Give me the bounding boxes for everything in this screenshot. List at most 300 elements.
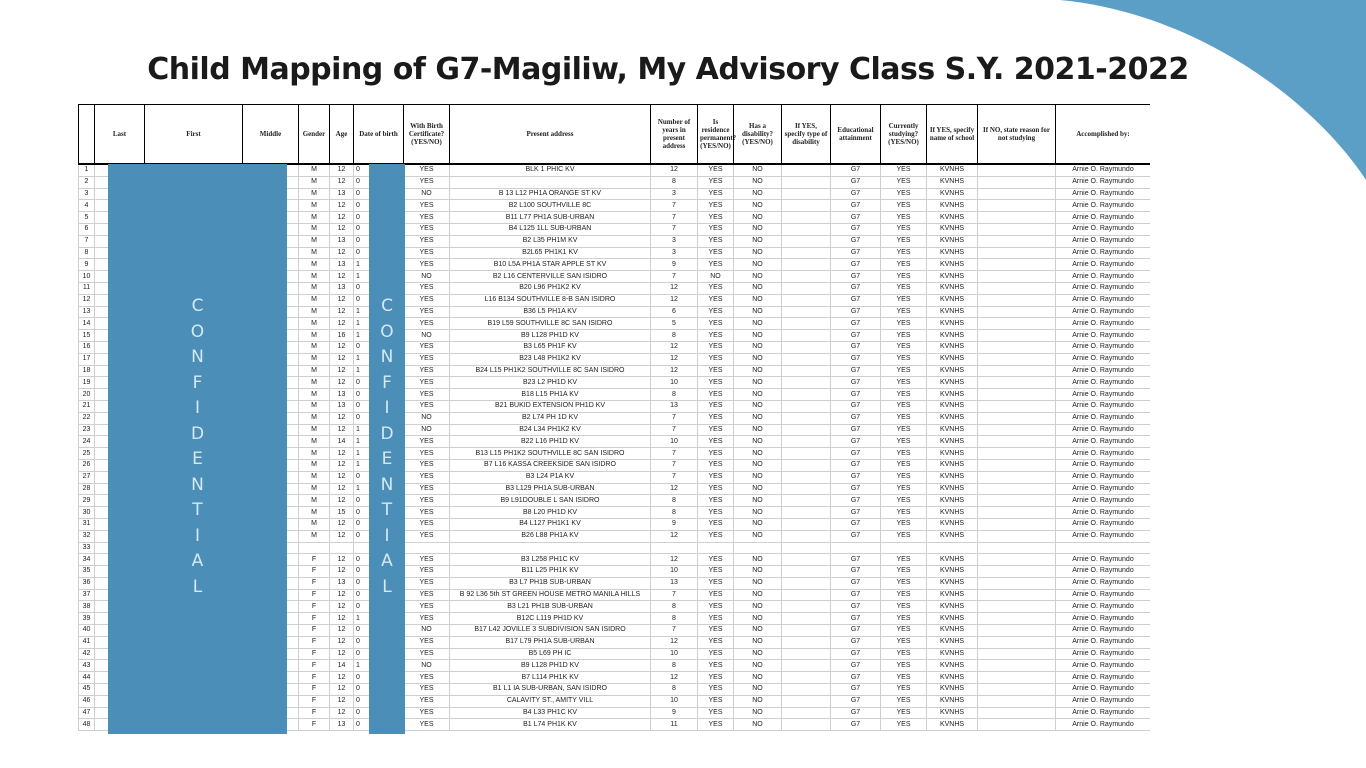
cell-school: KVNHS — [927, 566, 978, 578]
cell-permanent: YES — [698, 672, 734, 684]
cell-education: G7 — [831, 459, 881, 471]
cell-accomplished-by: Arnie O. Raymundo — [1056, 176, 1151, 188]
cell-years: 7 — [651, 424, 698, 436]
cell-studying: YES — [881, 518, 927, 530]
cell-disability: NO — [734, 176, 782, 188]
cell-gender: M — [299, 483, 330, 495]
cell-school: KVNHS — [927, 164, 978, 176]
cell-birth-cert: YES — [404, 471, 450, 483]
cell-age: 12 — [330, 636, 354, 648]
cell-gender: M — [299, 448, 330, 460]
cell-birth-cert: YES — [404, 459, 450, 471]
cell-row-number: 21 — [79, 400, 95, 412]
cell-school: KVNHS — [927, 377, 978, 389]
cell-gender: F — [299, 566, 330, 578]
cell-disability: NO — [734, 507, 782, 519]
cell-school: KVNHS — [927, 448, 978, 460]
cell-reason — [978, 212, 1056, 224]
cell-permanent: YES — [698, 259, 734, 271]
col-header-first: First — [145, 105, 243, 165]
cell-years: 10 — [651, 648, 698, 660]
cell-school: KVNHS — [927, 589, 978, 601]
cell-row-number: 8 — [79, 247, 95, 259]
cell-education: G7 — [831, 164, 881, 176]
cell-disability: NO — [734, 235, 782, 247]
cell-address: B17 L42 JOVILLE 3 SUBDIVISION SAN ISIDRO — [450, 625, 651, 637]
cell-years: 7 — [651, 223, 698, 235]
cell-gender: M — [299, 507, 330, 519]
dob-part-start: 0 — [356, 402, 360, 410]
cell-permanent: YES — [698, 318, 734, 330]
cell-disability-type — [782, 613, 831, 625]
cell-studying — [881, 542, 927, 554]
cell-studying: YES — [881, 483, 927, 495]
cell-reason — [978, 365, 1056, 377]
confidential-letter: A — [381, 551, 393, 571]
cell-studying: YES — [881, 436, 927, 448]
cell-disability-type — [782, 684, 831, 696]
cell-disability-type — [782, 672, 831, 684]
cell-reason — [978, 695, 1056, 707]
cell-studying: YES — [881, 212, 927, 224]
cell-address: B19 L59 SOUTHVILLE 8C SAN ISIDRO — [450, 318, 651, 330]
cell-disability: NO — [734, 424, 782, 436]
cell-reason — [978, 223, 1056, 235]
cell-school: KVNHS — [927, 672, 978, 684]
cell-permanent: YES — [698, 707, 734, 719]
cell-address: B1 L1 IA SUB-URBAN, SAN ISIDRO — [450, 684, 651, 696]
cell-age: 12 — [330, 164, 354, 176]
cell-years: 8 — [651, 507, 698, 519]
cell-accomplished-by: Arnie O. Raymundo — [1056, 554, 1151, 566]
cell-education: G7 — [831, 684, 881, 696]
cell-years: 8 — [651, 660, 698, 672]
cell-age — [330, 542, 354, 554]
cell-studying: YES — [881, 353, 927, 365]
cell-age: 12 — [330, 294, 354, 306]
cell-disability-type — [782, 518, 831, 530]
cell-row-number: 38 — [79, 601, 95, 613]
cell-disability: NO — [734, 601, 782, 613]
cell-age: 13 — [330, 577, 354, 589]
cell-reason — [978, 660, 1056, 672]
cell-address: B11 L77 PH1A SUB-URBAN — [450, 212, 651, 224]
col-header-years: Number of years in present address — [651, 105, 698, 165]
cell-school: KVNHS — [927, 660, 978, 672]
cell-birth-cert: YES — [404, 247, 450, 259]
confidential-letter: C — [381, 296, 393, 316]
cell-reason — [978, 412, 1056, 424]
cell-permanent: YES — [698, 436, 734, 448]
dob-part-start: 0 — [356, 697, 360, 705]
cell-studying: YES — [881, 471, 927, 483]
cell-reason — [978, 389, 1056, 401]
cell-permanent: YES — [698, 412, 734, 424]
cell-disability: NO — [734, 400, 782, 412]
cell-disability-type — [782, 389, 831, 401]
cell-row-number: 29 — [79, 495, 95, 507]
cell-accomplished-by: Arnie O. Raymundo — [1056, 365, 1151, 377]
cell-school: KVNHS — [927, 554, 978, 566]
cell-age: 12 — [330, 483, 354, 495]
cell-disability-type — [782, 188, 831, 200]
cell-gender: M — [299, 259, 330, 271]
cell-reason — [978, 318, 1056, 330]
cell-school — [927, 542, 978, 554]
cell-gender: F — [299, 648, 330, 660]
dob-part-start: 0 — [356, 296, 360, 304]
cell-accomplished-by: Arnie O. Raymundo — [1056, 507, 1151, 519]
cell-education: G7 — [831, 247, 881, 259]
cell-reason — [978, 459, 1056, 471]
dob-part-start: 0 — [356, 520, 360, 528]
cell-address: B17 L79 PH1A SUB-URBAN — [450, 636, 651, 648]
cell-accomplished-by: Arnie O. Raymundo — [1056, 188, 1151, 200]
cell-row-number: 43 — [79, 660, 95, 672]
cell-disability-type — [782, 507, 831, 519]
col-header-address: Present address — [450, 105, 651, 165]
cell-accomplished-by: Arnie O. Raymundo — [1056, 566, 1151, 578]
cell-address: B13 L15 PH1K2 SOUTHVILLE 8C SAN ISIDRO — [450, 448, 651, 460]
cell-age: 16 — [330, 330, 354, 342]
cell-studying: YES — [881, 636, 927, 648]
cell-disability-type — [782, 318, 831, 330]
cell-birth-cert: YES — [404, 672, 450, 684]
cell-age: 12 — [330, 495, 354, 507]
cell-years: 9 — [651, 518, 698, 530]
cell-school: KVNHS — [927, 353, 978, 365]
cell-reason — [978, 176, 1056, 188]
cell-gender: M — [299, 530, 330, 542]
cell-address: B24 L15 PH1K2 SOUTHVILLE 8C SAN ISIDRO — [450, 365, 651, 377]
cell-years: 11 — [651, 719, 698, 731]
cell-gender: M — [299, 294, 330, 306]
cell-permanent: YES — [698, 566, 734, 578]
cell-education: G7 — [831, 176, 881, 188]
dob-part-start: 1 — [356, 366, 360, 374]
cell-accomplished-by: Arnie O. Raymundo — [1056, 471, 1151, 483]
cell-accomplished-by: Arnie O. Raymundo — [1056, 577, 1151, 589]
cell-studying: YES — [881, 719, 927, 731]
cell-school: KVNHS — [927, 719, 978, 731]
cell-address: B12C L119 PH1D KV — [450, 613, 651, 625]
cell-gender: F — [299, 660, 330, 672]
cell-years: 5 — [651, 318, 698, 330]
cell-age: 12 — [330, 200, 354, 212]
cell-row-number: 35 — [79, 566, 95, 578]
cell-accomplished-by — [1056, 542, 1151, 554]
cell-birth-cert — [404, 542, 450, 554]
cell-age: 13 — [330, 719, 354, 731]
confidential-letter: I — [384, 525, 390, 546]
cell-school: KVNHS — [927, 294, 978, 306]
cell-address: B7 L114 PH1K KV — [450, 672, 651, 684]
cell-studying: YES — [881, 318, 927, 330]
cell-birth-cert: YES — [404, 212, 450, 224]
cell-permanent: YES — [698, 459, 734, 471]
cell-reason — [978, 353, 1056, 365]
cell-gender: F — [299, 707, 330, 719]
cell-school: KVNHS — [927, 518, 978, 530]
cell-accomplished-by: Arnie O. Raymundo — [1056, 495, 1151, 507]
cell-age: 14 — [330, 660, 354, 672]
cell-birth-cert: YES — [404, 200, 450, 212]
confidential-letter: N — [380, 474, 394, 495]
cell-accomplished-by: Arnie O. Raymundo — [1056, 235, 1151, 247]
cell-studying: YES — [881, 223, 927, 235]
cell-school: KVNHS — [927, 259, 978, 271]
cell-row-number: 5 — [79, 212, 95, 224]
cell-address: B7 L16 KASSA CREEKSIDE SAN ISIDRO — [450, 459, 651, 471]
confidential-letter: D — [380, 423, 394, 444]
cell-age: 13 — [330, 282, 354, 294]
cell-disability-type — [782, 365, 831, 377]
cell-studying: YES — [881, 530, 927, 542]
cell-disability: NO — [734, 530, 782, 542]
cell-studying: YES — [881, 648, 927, 660]
cell-age: 12 — [330, 707, 354, 719]
cell-address: B9 L128 PH1D KV — [450, 330, 651, 342]
dob-part-start: 0 — [356, 579, 360, 587]
cell-birth-cert: YES — [404, 318, 450, 330]
cell-gender: F — [299, 636, 330, 648]
cell-age: 12 — [330, 684, 354, 696]
cell-studying: YES — [881, 247, 927, 259]
cell-row-number: 46 — [79, 695, 95, 707]
cell-reason — [978, 542, 1056, 554]
cell-disability-type — [782, 566, 831, 578]
cell-row-number: 7 — [79, 235, 95, 247]
confidential-letter: F — [192, 372, 203, 393]
cell-school: KVNHS — [927, 389, 978, 401]
cell-education: G7 — [831, 436, 881, 448]
cell-row-number: 15 — [79, 330, 95, 342]
cell-education: G7 — [831, 719, 881, 731]
dob-part-start: 1 — [356, 425, 360, 433]
cell-gender: F — [299, 589, 330, 601]
cell-row-number: 2 — [79, 176, 95, 188]
cell-gender: M — [299, 389, 330, 401]
cell-years: 12 — [651, 483, 698, 495]
cell-accomplished-by: Arnie O. Raymundo — [1056, 200, 1151, 212]
cell-years: 8 — [651, 176, 698, 188]
cell-reason — [978, 400, 1056, 412]
cell-studying: YES — [881, 176, 927, 188]
cell-address: B11 L25 PH1K KV — [450, 566, 651, 578]
cell-disability-type — [782, 282, 831, 294]
cell-years: 10 — [651, 566, 698, 578]
confidential-letter: I — [194, 398, 200, 418]
cell-gender: F — [299, 695, 330, 707]
cell-studying: YES — [881, 259, 927, 271]
cell-studying: YES — [881, 294, 927, 306]
cell-permanent: YES — [698, 589, 734, 601]
confidential-letters — [108, 294, 287, 600]
page-title: Child Mapping of G7-Magiliw, My Advisory Class S.Y. 2021-2022 — [147, 52, 1189, 87]
cell-permanent: YES — [698, 625, 734, 637]
cell-gender: M — [299, 200, 330, 212]
cell-studying: YES — [881, 330, 927, 342]
cell-gender: M — [299, 412, 330, 424]
cell-age: 12 — [330, 424, 354, 436]
col-header-accomplished-by: Accomplished by: — [1056, 105, 1151, 165]
cell-birth-cert: YES — [404, 259, 450, 271]
cell-disability: NO — [734, 471, 782, 483]
cell-permanent: YES — [698, 188, 734, 200]
cell-reason — [978, 518, 1056, 530]
cell-education — [831, 542, 881, 554]
cell-school: KVNHS — [927, 247, 978, 259]
cell-gender: M — [299, 365, 330, 377]
cell-studying: YES — [881, 271, 927, 283]
cell-birth-cert: YES — [404, 483, 450, 495]
cell-school: KVNHS — [927, 306, 978, 318]
cell-birth-cert: YES — [404, 294, 450, 306]
cell-gender: M — [299, 306, 330, 318]
cell-education: G7 — [831, 625, 881, 637]
cell-gender: M — [299, 436, 330, 448]
cell-age: 12 — [330, 648, 354, 660]
cell-accomplished-by: Arnie O. Raymundo — [1056, 282, 1151, 294]
cell-reason — [978, 282, 1056, 294]
cell-address: B2 L74 PH 1D KV — [450, 412, 651, 424]
cell-gender: F — [299, 613, 330, 625]
cell-studying: YES — [881, 306, 927, 318]
cell-education: G7 — [831, 507, 881, 519]
cell-address: B5 L69 PH IC — [450, 648, 651, 660]
cell-reason — [978, 448, 1056, 460]
cell-studying: YES — [881, 672, 927, 684]
cell-reason — [978, 672, 1056, 684]
cell-age: 12 — [330, 471, 354, 483]
cell-disability-type — [782, 306, 831, 318]
cell-row-number: 27 — [79, 471, 95, 483]
cell-permanent: YES — [698, 648, 734, 660]
cell-disability-type — [782, 436, 831, 448]
cell-accomplished-by: Arnie O. Raymundo — [1056, 613, 1151, 625]
cell-disability: NO — [734, 684, 782, 696]
cell-gender: M — [299, 424, 330, 436]
cell-years: 7 — [651, 448, 698, 460]
cell-disability: NO — [734, 365, 782, 377]
cell-education: G7 — [831, 400, 881, 412]
cell-studying: YES — [881, 566, 927, 578]
cell-gender: M — [299, 377, 330, 389]
cell-row-number: 12 — [79, 294, 95, 306]
cell-education: G7 — [831, 306, 881, 318]
cell-education: G7 — [831, 365, 881, 377]
cell-years: 12 — [651, 530, 698, 542]
cell-row-number: 18 — [79, 365, 95, 377]
cell-accomplished-by: Arnie O. Raymundo — [1056, 377, 1151, 389]
cell-disability: NO — [734, 648, 782, 660]
cell-studying: YES — [881, 424, 927, 436]
cell-accomplished-by: Arnie O. Raymundo — [1056, 589, 1151, 601]
cell-disability: NO — [734, 330, 782, 342]
cell-permanent: YES — [698, 471, 734, 483]
cell-education: G7 — [831, 554, 881, 566]
cell-reason — [978, 507, 1056, 519]
cell-accomplished-by: Arnie O. Raymundo — [1056, 247, 1151, 259]
cell-years — [651, 542, 698, 554]
cell-school: KVNHS — [927, 636, 978, 648]
cell-gender: M — [299, 518, 330, 530]
cell-gender: M — [299, 459, 330, 471]
cell-age: 12 — [330, 672, 354, 684]
cell-accomplished-by: Arnie O. Raymundo — [1056, 601, 1151, 613]
cell-row-number: 45 — [79, 684, 95, 696]
cell-disability-type — [782, 164, 831, 176]
cell-accomplished-by: Arnie O. Raymundo — [1056, 625, 1151, 637]
cell-years: 3 — [651, 247, 698, 259]
cell-years: 3 — [651, 235, 698, 247]
cell-education: G7 — [831, 294, 881, 306]
cell-disability-type — [782, 554, 831, 566]
cell-years: 13 — [651, 577, 698, 589]
dob-part-start: 0 — [356, 602, 360, 610]
cell-permanent: YES — [698, 235, 734, 247]
cell-disability-type — [782, 200, 831, 212]
cell-school: KVNHS — [927, 459, 978, 471]
cell-gender: M — [299, 471, 330, 483]
dob-part-start: 1 — [356, 449, 360, 457]
cell-years: 7 — [651, 412, 698, 424]
dob-part-start: 1 — [356, 272, 360, 280]
cell-gender: M — [299, 495, 330, 507]
cell-age: 13 — [330, 389, 354, 401]
cell-address: B3 L24 P1A KV — [450, 471, 651, 483]
cell-school: KVNHS — [927, 436, 978, 448]
cell-birth-cert: YES — [404, 589, 450, 601]
cell-school: KVNHS — [927, 235, 978, 247]
cell-disability: NO — [734, 318, 782, 330]
cell-address: B23 L2 PH1D KV — [450, 377, 651, 389]
confidential-letter: C — [191, 296, 204, 316]
cell-years: 7 — [651, 471, 698, 483]
cell-education: G7 — [831, 424, 881, 436]
cell-disability-type — [782, 412, 831, 424]
cell-education: G7 — [831, 566, 881, 578]
cell-years: 9 — [651, 259, 698, 271]
cell-disability-type — [782, 648, 831, 660]
dob-part-start: 1 — [356, 319, 360, 327]
cell-row-number: 36 — [79, 577, 95, 589]
cell-disability-type — [782, 589, 831, 601]
cell-age: 13 — [330, 235, 354, 247]
cell-studying: YES — [881, 554, 927, 566]
cell-permanent: YES — [698, 164, 734, 176]
cell-permanent: YES — [698, 212, 734, 224]
col-header-middle: Middle — [243, 105, 299, 165]
cell-birth-cert: YES — [404, 306, 450, 318]
cell-school: KVNHS — [927, 400, 978, 412]
cell-disability-type — [782, 259, 831, 271]
cell-disability: NO — [734, 389, 782, 401]
dob-part-start: 0 — [356, 650, 360, 658]
cell-disability: NO — [734, 377, 782, 389]
cell-permanent: YES — [698, 684, 734, 696]
cell-address: L16 B134 SOUTHVILLE 8-B SAN ISIDRO — [450, 294, 651, 306]
cell-permanent: YES — [698, 530, 734, 542]
dob-part-start: 1 — [356, 484, 360, 492]
cell-row-number: 24 — [79, 436, 95, 448]
cell-birth-cert: YES — [404, 507, 450, 519]
col-header-studying: Currently studying? (YES/NO) — [881, 105, 927, 165]
cell-age: 12 — [330, 589, 354, 601]
cell-school: KVNHS — [927, 271, 978, 283]
cell-disability: NO — [734, 589, 782, 601]
cell-disability: NO — [734, 259, 782, 271]
